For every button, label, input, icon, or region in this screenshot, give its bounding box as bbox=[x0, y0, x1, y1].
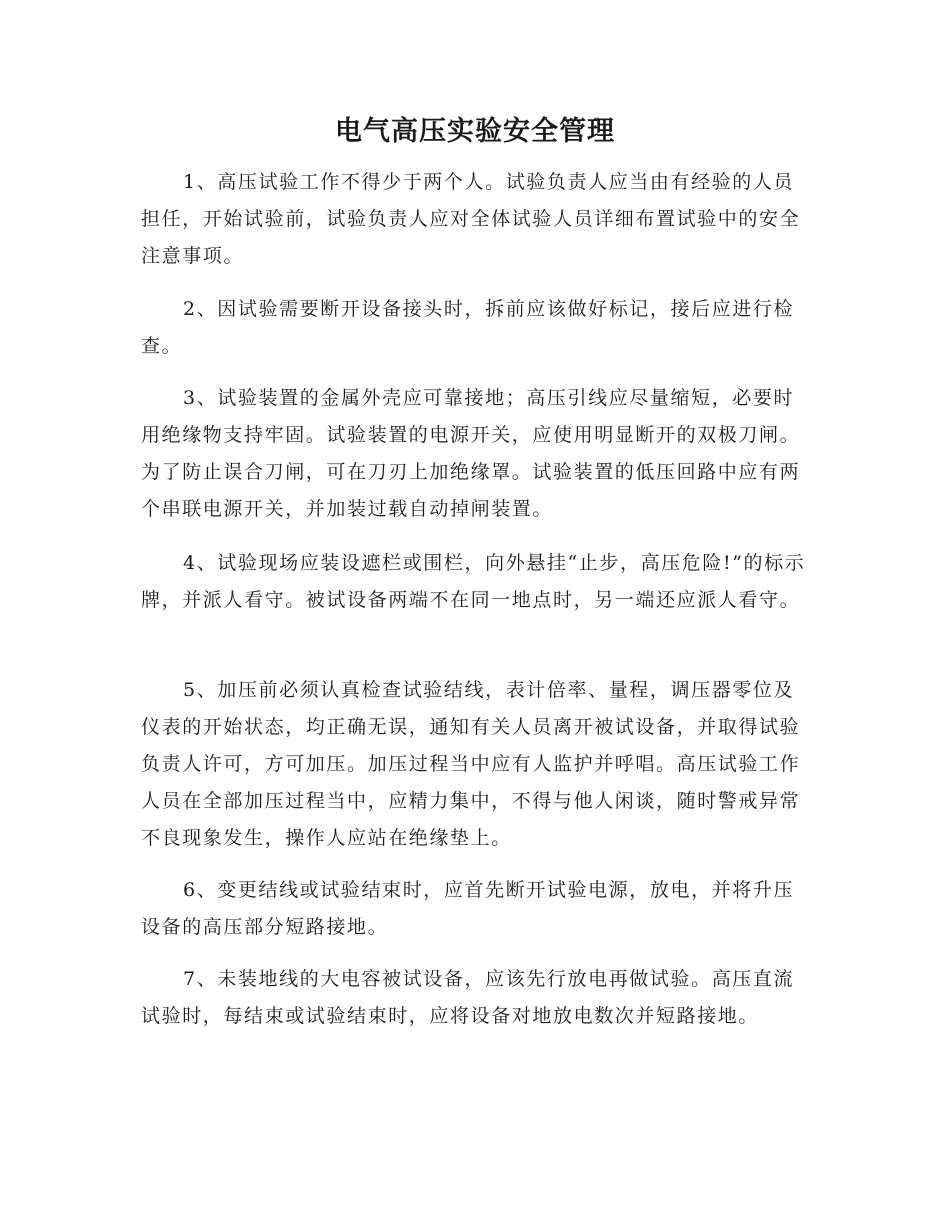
paragraph-2: 2、因试验需要断开设备接头时，拆前应该做好标记，接后应进行检查。 bbox=[141, 298, 795, 357]
paragraph-6: 6、变更结线或试验结束时，应首先断开试验电源，放电，并将升压设备的高压部分短路接地。 bbox=[141, 879, 795, 938]
paragraph-1: 1、高压试验工作不得少于两个人。试验负责人应当由有经验的人员担任，开始试验前，试验负责人应对全体试验人员详细布置试验中的安全注意事项。 bbox=[141, 171, 801, 267]
paragraph-3: 3、试验装置的金属外壳应可靠接地；高压引线应尽量缩短，必要时用绝缘物支持牢固。试验装置的电源开关，应使用明显断开的双极刀闸。为了防止误合刀闸，可在刀刃上加绝缘罩。试验装置的低压回路中应有两个串联电源开关，并加装过载自动掉闸装置。 bbox=[141, 387, 801, 520]
paragraph-4: 4、试验现场应装设遮栏或围栏，向外悬挂“止步，高压危险!”的标示牌，并派人看守。被试设备两端不在同一地点时，另一端还应派人看守。 bbox=[141, 552, 806, 611]
paragraph-7: 7、未装地线的大电容被试设备，应该先行放电再做试验。高压直流试验时，每结束或试验结束时，应将设备对地放电数次并短路接地。 bbox=[141, 968, 795, 1027]
paragraph-5: 5、加压前必须认真检查试验结线，表计倍率、量程，调压器零位及仪表的开始状态，均正确无误，通知有关人员离开被试设备，并取得试验负责人许可，方可加压。加压过程当中应有人监护并呼唱。高压试验工作人员在全部加压过程当中，应精力集中，不得与他人闲谈，随时警戒异常不良现象发生，操作人应站在绝缘垫上。 bbox=[141, 679, 801, 849]
document-title: 电气高压实验安全管理 bbox=[335, 116, 615, 147]
